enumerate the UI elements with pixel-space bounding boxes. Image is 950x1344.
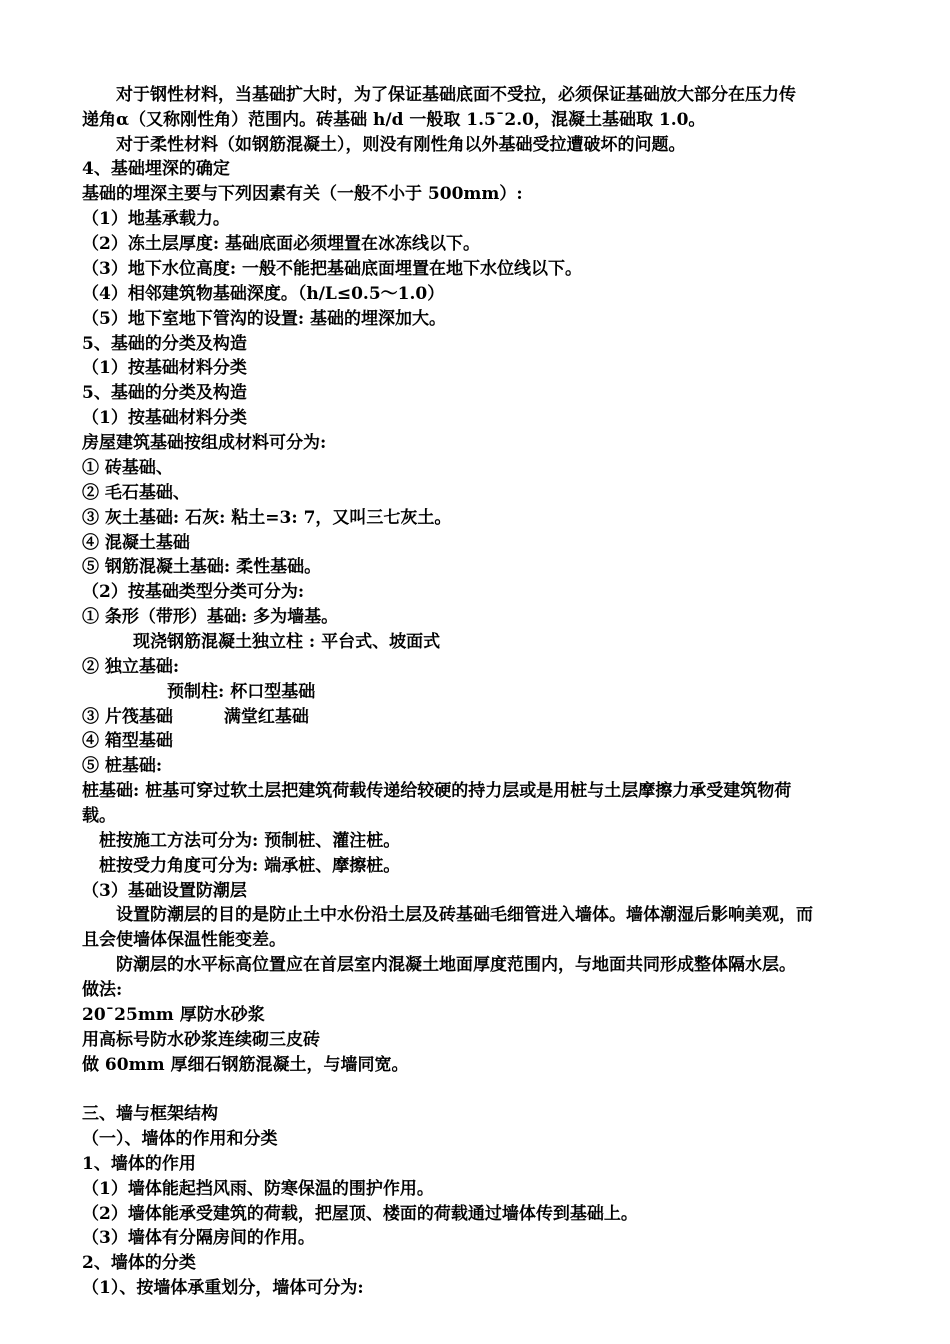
text-line: 20¯25mm 厚防水砂浆: [82, 1005, 265, 1025]
list-item: （3）墙体有分隔房间的作用。: [82, 1228, 315, 1248]
section-heading: 5、基础的分类及构造: [82, 334, 247, 354]
text-line: 房屋建筑基础按组成材料可分为:: [82, 433, 327, 453]
list-item: ③ 灰土基础: 石灰: 粘土=3: 7，又叫三七灰土。: [82, 508, 452, 528]
text-line: 做 60mm 厚细石钢筋混凝土，与墙同宽。: [82, 1055, 409, 1075]
text-line: 设置防潮层的目的是防止土中水份沿土层及砖基础毛细管进入墙体。墙体潮湿后影响美观，而: [82, 905, 813, 925]
list-item: ③ 片筏基础 满堂红基础: [82, 707, 309, 727]
list-item: ④ 箱型基础: [82, 731, 173, 751]
text-line: 载。: [82, 806, 116, 826]
list-item: ⑤ 钢筋混凝土基础: 柔性基础。: [82, 557, 322, 577]
text-line: 现浇钢筋混凝土独立柱 : 平台式、坡面式: [82, 632, 441, 652]
text-line: 预制柱: 杯口型基础: [82, 682, 316, 702]
list-item: （2）冻土层厚度: 基础底面必须埋置在冰冻线以下。: [82, 234, 481, 254]
subsection-heading: （1）按基础材料分类: [82, 358, 247, 378]
list-item: ① 砖基础、: [82, 458, 173, 478]
chapter-heading: 三、墙与框架结构: [82, 1104, 218, 1124]
list-item: ④ 混凝土基础: [82, 533, 190, 553]
list-item: （2）墙体能承受建筑的荷载，把屋顶、楼面的荷载通过墙体传到基础上。: [82, 1204, 638, 1224]
subsection-heading: （1）按基础材料分类: [82, 408, 247, 428]
list-item: （1）地基承载力。: [82, 209, 230, 229]
text-line: 递角α（又称刚性角）范围内。砖基础 h/d 一般取 1.5¯2.0，混凝土基础取 1.0。: [82, 110, 706, 130]
text-line: 桩按施工方法可分为: 预制桩、灌注桩。: [82, 831, 401, 851]
list-item: （5）地下室地下管沟的设置: 基础的埋深加大。: [82, 309, 447, 329]
list-item: ② 独立基础:: [82, 657, 180, 677]
text-line: 基础的埋深主要与下列因素有关（一般不小于 500mm）:: [82, 184, 523, 204]
list-item: （1）、按墙体承重划分，墙体可分为:: [82, 1278, 364, 1298]
section-heading: 1、墙体的作用: [82, 1154, 196, 1174]
subsection-heading: （2）按基础类型分类可分为:: [82, 582, 305, 602]
text-line: 防潮层的水平标高位置应在首层室内混凝土地面厚度范围内，与地面共同形成整体隔水层。: [82, 955, 796, 975]
text-line: 桩按受力角度可分为: 端承桩、摩擦桩。: [82, 856, 401, 876]
list-item: ① 条形（带形）基础: 多为墙基。: [82, 607, 339, 627]
text-line: 对于柔性材料（如钢筋混凝土），则没有刚性角以外基础受拉遭破坏的问题。: [82, 135, 686, 155]
text-line: 做法:: [82, 980, 123, 1000]
list-item: （1）墙体能起挡风雨、防寒保温的围护作用。: [82, 1179, 434, 1199]
text-line: 用高标号防水砂浆连续砌三皮砖: [82, 1030, 320, 1050]
section-heading: （一）、墙体的作用和分类: [82, 1129, 278, 1149]
text-line: 桩基础: 桩基可穿过软土层把建筑荷载传递给较硬的持力层或是用桩与土层摩擦力承受建筑物荷: [82, 781, 792, 801]
section-heading: 2、墙体的分类: [82, 1253, 196, 1273]
text-line: 且会使墙体保温性能变差。: [82, 930, 286, 950]
text-line: 对于钢性材料，当基础扩大时，为了保证基础底面不受拉，必须保证基础放大部分在压力传: [82, 85, 796, 105]
list-item: （4）相邻建筑物基础深度。（h/L≤0.5～1.0）: [82, 284, 445, 304]
section-heading: 5、基础的分类及构造: [82, 383, 247, 403]
list-item: ② 毛石基础、: [82, 483, 190, 503]
section-heading: 4、基础埋深的确定: [82, 159, 230, 179]
list-item: ⑤ 桩基础:: [82, 756, 163, 776]
subsection-heading: （3）基础设置防潮层: [82, 881, 247, 901]
list-item: （3）地下水位高度: 一般不能把基础底面埋置在地下水位线以下。: [82, 259, 583, 279]
